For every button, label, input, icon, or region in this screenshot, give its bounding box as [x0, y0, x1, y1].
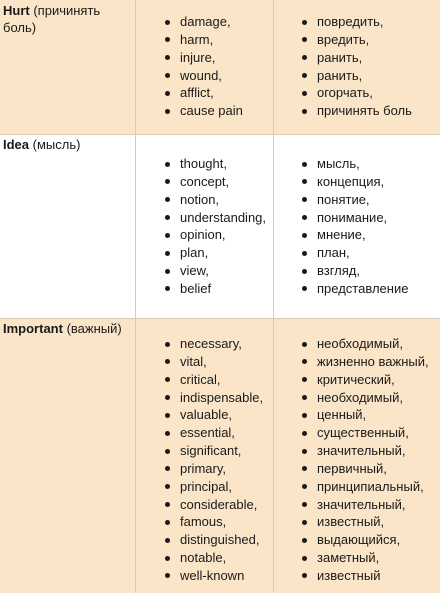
column-divider [273, 0, 274, 593]
synonyms-list [137, 335, 273, 585]
word: Hurt [3, 3, 30, 18]
column-divider [135, 0, 136, 593]
row-divider [0, 318, 440, 319]
synonyms-list [137, 13, 273, 120]
list-item: harm, [137, 31, 273, 49]
list-item: план, [275, 244, 440, 262]
word-translation: (важный) [66, 321, 122, 336]
list-item: причинять боль [275, 102, 440, 120]
table-row-idea [0, 134, 440, 318]
list-item: ценный, [275, 406, 440, 424]
list-item: концепция, [275, 173, 440, 191]
list-item: valuable, [137, 406, 273, 424]
translations-list [275, 13, 440, 120]
list-item: известный, [275, 513, 440, 531]
list-item: cause pain [137, 102, 273, 120]
list-item: belief [137, 280, 273, 298]
list-item: thought, [137, 155, 273, 173]
list-item: afflict, [137, 84, 273, 102]
list-item: principal, [137, 478, 273, 496]
list-item: essential, [137, 424, 273, 442]
list-item: injure, [137, 49, 273, 67]
list-item: famous, [137, 513, 273, 531]
list-item: primary, [137, 460, 273, 478]
list-item: concept, [137, 173, 273, 191]
translations-cell [275, 318, 440, 593]
word-heading [3, 2, 135, 36]
synonyms-cell [137, 318, 273, 593]
synonyms-cell [137, 134, 273, 318]
list-item: известный [275, 567, 440, 585]
list-item: представление [275, 280, 440, 298]
list-item: indispensable, [137, 389, 273, 407]
word-heading [3, 136, 135, 153]
translations-cell [275, 0, 440, 134]
list-item: critical, [137, 371, 273, 389]
list-item: view, [137, 262, 273, 280]
list-item: wound, [137, 67, 273, 85]
list-item: огорчать, [275, 84, 440, 102]
word-translation: (причинять боль) [3, 3, 101, 35]
table-row-hurt [0, 0, 440, 134]
translations-list [275, 335, 440, 585]
list-item: выдающийся, [275, 531, 440, 549]
word-cell [3, 0, 135, 134]
list-item: понятие, [275, 191, 440, 209]
list-item: plan, [137, 244, 273, 262]
translations-cell [275, 134, 440, 318]
list-item: жизненно важный, [275, 353, 440, 371]
list-item: understanding, [137, 209, 273, 227]
list-item: ранить, [275, 49, 440, 67]
list-item: distinguished, [137, 531, 273, 549]
list-item: понимание, [275, 209, 440, 227]
list-item: notable, [137, 549, 273, 567]
list-item: существенный, [275, 424, 440, 442]
word-translation: (мысль) [32, 137, 81, 152]
word-heading [3, 320, 135, 337]
list-item: значительный, [275, 442, 440, 460]
list-item: необходимый, [275, 335, 440, 353]
list-item: opinion, [137, 226, 273, 244]
row-divider [0, 134, 440, 135]
word: Important [3, 321, 63, 336]
list-item: мнение, [275, 226, 440, 244]
list-item: заметный, [275, 549, 440, 567]
list-item: первичный, [275, 460, 440, 478]
word-cell [3, 134, 135, 318]
list-item: notion, [137, 191, 273, 209]
list-item: критический, [275, 371, 440, 389]
list-item: мысль, [275, 155, 440, 173]
list-item: вредить, [275, 31, 440, 49]
list-item: принципиальный, [275, 478, 440, 496]
list-item: vital, [137, 353, 273, 371]
list-item: ранить, [275, 67, 440, 85]
list-item: significant, [137, 442, 273, 460]
list-item: повредить, [275, 13, 440, 31]
list-item: necessary, [137, 335, 273, 353]
word: Idea [3, 137, 30, 152]
list-item: взгляд, [275, 262, 440, 280]
list-item: значительный, [275, 496, 440, 514]
list-item: well-known [137, 567, 273, 585]
list-item: considerable, [137, 496, 273, 514]
translations-list [275, 155, 440, 298]
list-item: необходимый, [275, 389, 440, 407]
word-cell [3, 318, 135, 593]
table-row-important [0, 318, 440, 593]
synonyms-list [137, 155, 273, 298]
list-item: damage, [137, 13, 273, 31]
synonyms-cell [137, 0, 273, 134]
